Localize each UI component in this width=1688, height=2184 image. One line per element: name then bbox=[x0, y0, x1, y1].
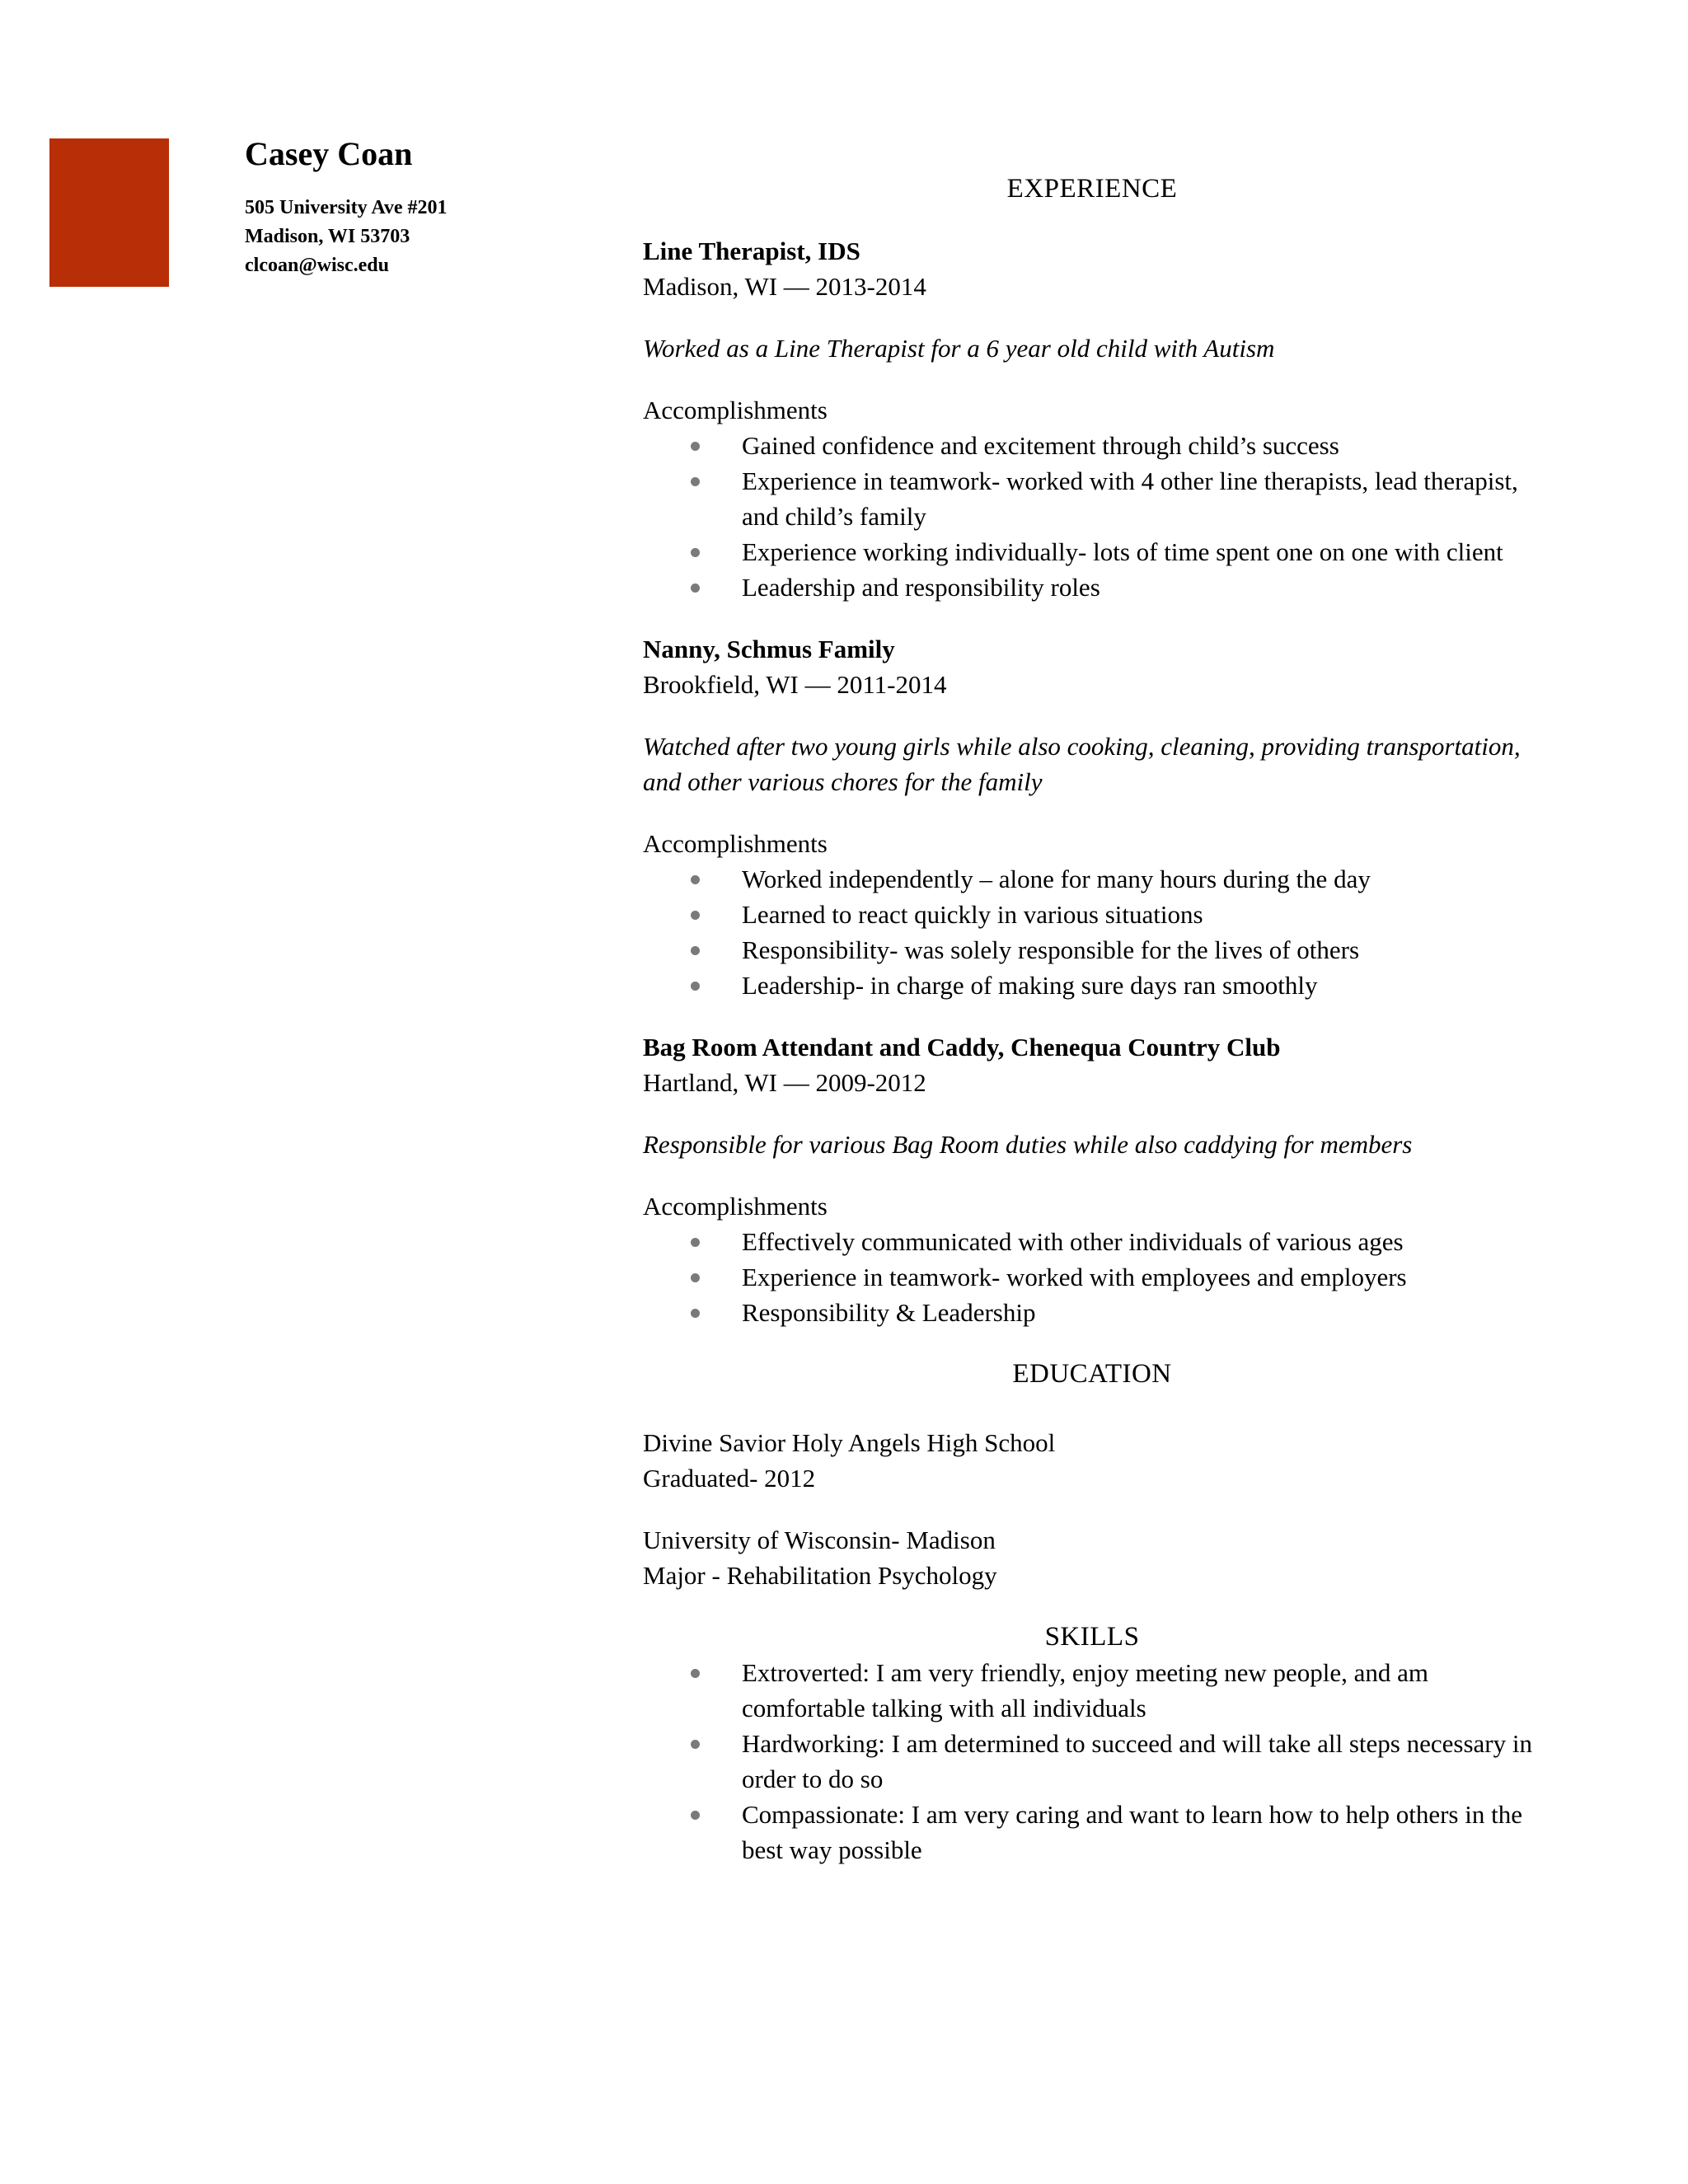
job-location: Brookfield, WI — 2011-2014 bbox=[643, 670, 947, 699]
job-description: Watched after two young girls while also cooking, cleaning, providing transportation, and other various chores for the family bbox=[643, 732, 1521, 796]
job-description: Worked as a Line Therapist for a 6 year old child with Autism bbox=[643, 334, 1275, 363]
accomplishments-list bbox=[643, 1224, 1541, 1330]
education-entry bbox=[643, 1522, 1541, 1593]
list-item: Experience in teamwork- worked with employees and employers bbox=[742, 1259, 1541, 1295]
list-item: Leadership- in charge of making sure days ran smoothly bbox=[742, 968, 1541, 1003]
list-item: Responsibility- was solely responsible for the lives of others bbox=[742, 932, 1541, 968]
job-entry bbox=[643, 1029, 1541, 1330]
school-name: Divine Savior Holy Angels High School bbox=[643, 1428, 1056, 1457]
list-item: Worked independently – alone for many hours during the day bbox=[742, 861, 1541, 897]
address-line-2: Madison, WI 53703 bbox=[245, 226, 410, 247]
job-location: Madison, WI — 2013-2014 bbox=[643, 272, 926, 301]
job-title: Line Therapist, IDS bbox=[643, 237, 860, 265]
accomplishments-label: Accomplishments bbox=[643, 1192, 828, 1221]
email-address: clcoan@wisc.edu bbox=[245, 255, 389, 276]
list-item: Experience working individually- lots of time spent one on one with client bbox=[742, 534, 1541, 569]
accomplishments-list bbox=[643, 861, 1541, 1003]
accomplishments-list bbox=[643, 428, 1541, 605]
list-item: Hardworking: I am determined to succeed and will take all steps necessary in order to do so bbox=[742, 1726, 1541, 1797]
resume-body bbox=[643, 171, 1541, 1868]
list-item: Responsibility & Leadership bbox=[742, 1295, 1541, 1330]
job-entry bbox=[643, 631, 1541, 1003]
education-heading: EDUCATION bbox=[1012, 1359, 1172, 1389]
job-description: Responsible for various Bag Room duties while also caddying for members bbox=[643, 1130, 1413, 1159]
list-item: Learned to react quickly in various situations bbox=[742, 897, 1541, 932]
address-line-1: 505 University Ave #201 bbox=[245, 197, 448, 218]
list-item: Gained confidence and excitement through child’s success bbox=[742, 428, 1541, 463]
job-title: Bag Room Attendant and Caddy, Chenequa Country Club bbox=[643, 1033, 1281, 1062]
accomplishments-label: Accomplishments bbox=[643, 829, 828, 858]
education-entry bbox=[643, 1425, 1541, 1496]
list-item: Leadership and responsibility roles bbox=[742, 569, 1541, 605]
skills-list bbox=[643, 1655, 1541, 1868]
list-item: Extroverted: I am very friendly, enjoy meeting new people, and am comfortable talking with all individuals bbox=[742, 1655, 1541, 1726]
education-detail: Major - Rehabilitation Psychology bbox=[643, 1561, 997, 1590]
education-detail: Graduated- 2012 bbox=[643, 1464, 816, 1493]
job-entry bbox=[643, 233, 1541, 605]
accomplishments-label: Accomplishments bbox=[643, 396, 828, 424]
candidate-name: Casey Coan bbox=[245, 135, 413, 172]
contact-info bbox=[245, 194, 448, 280]
job-location: Hartland, WI — 2009-2012 bbox=[643, 1068, 926, 1097]
list-item: Compassionate: I am very caring and want to learn how to help others in the best way possible bbox=[742, 1797, 1541, 1868]
experience-heading: EXPERIENCE bbox=[1006, 174, 1178, 204]
accent-block bbox=[49, 138, 169, 287]
list-item: Experience in teamwork- worked with 4 other line therapists, lead therapist, and child’s family bbox=[742, 463, 1541, 534]
job-title: Nanny, Schmus Family bbox=[643, 635, 895, 663]
skills-heading: SKILLS bbox=[1044, 1622, 1140, 1652]
school-name: University of Wisconsin- Madison bbox=[643, 1526, 996, 1554]
list-item: Effectively communicated with other individuals of various ages bbox=[742, 1224, 1541, 1259]
resume-header bbox=[245, 134, 448, 280]
